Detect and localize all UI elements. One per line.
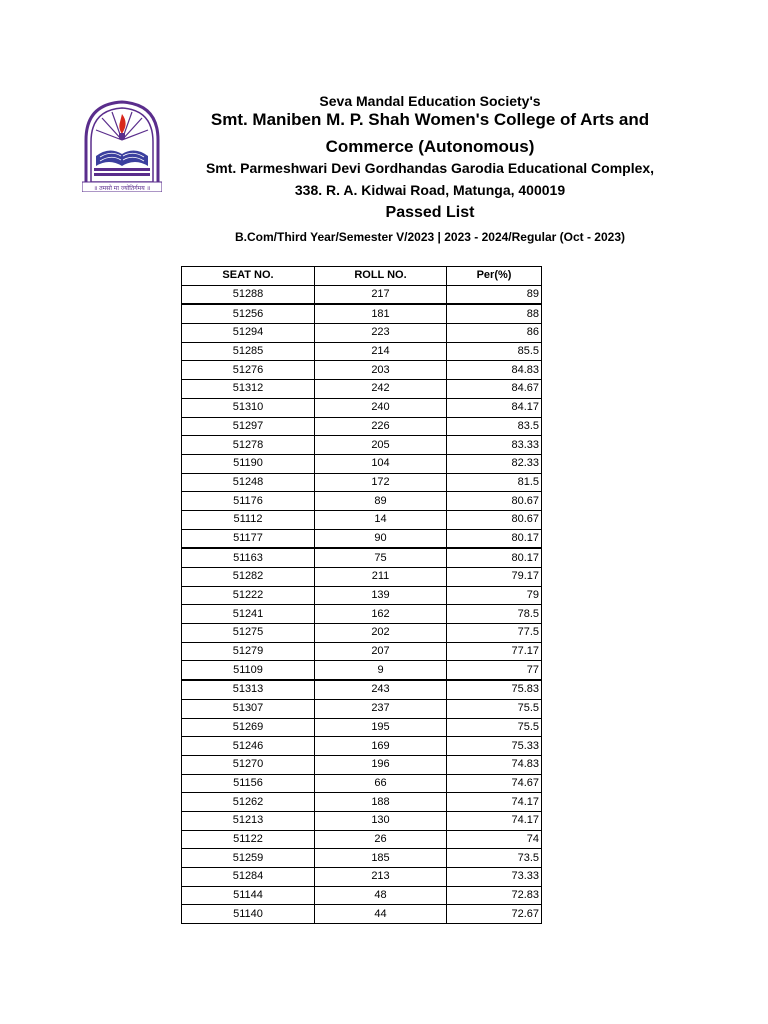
- seat-no-cell: 51190: [182, 454, 315, 473]
- table-row: [182, 737, 542, 756]
- roll-no-cell: 44: [315, 905, 447, 924]
- percentage-cell: 83.5: [447, 417, 542, 436]
- roll-no-cell: 196: [315, 755, 447, 774]
- percentage-cell: 79.17: [447, 568, 542, 587]
- society-name: Seva Mandal Education Society's: [319, 93, 541, 109]
- table-row: [182, 398, 542, 417]
- seat-no-cell: 51313: [182, 680, 315, 699]
- roll-no-cell: 75: [315, 548, 447, 567]
- percentage-cell: 72.67: [447, 905, 542, 924]
- table-row: [182, 568, 542, 587]
- seat-no-cell: 51294: [182, 324, 315, 343]
- percentage-cell: 74.67: [447, 774, 542, 793]
- seat-no-cell: 51246: [182, 737, 315, 756]
- roll-no-cell: 242: [315, 380, 447, 399]
- roll-no-cell: 169: [315, 737, 447, 756]
- percentage-cell: 74: [447, 830, 542, 849]
- roll-no-cell: 14: [315, 510, 447, 529]
- table-row: [182, 510, 542, 529]
- percentage-cell: 86: [447, 324, 542, 343]
- percentage-cell: 80.17: [447, 548, 542, 567]
- seat-no-cell: 51222: [182, 586, 315, 605]
- percentage-cell: 78.5: [447, 605, 542, 624]
- percentage-cell: 74.83: [447, 755, 542, 774]
- seat-no-cell: 51122: [182, 830, 315, 849]
- percentage-cell: 80.17: [447, 529, 542, 548]
- table-row: [182, 492, 542, 511]
- roll-no-cell: 207: [315, 642, 447, 661]
- roll-no-cell: 89: [315, 492, 447, 511]
- roll-no-cell: 237: [315, 699, 447, 718]
- list-title: Passed List: [385, 204, 475, 221]
- seat-no-cell: 51310: [182, 398, 315, 417]
- seat-no-cell: 51156: [182, 774, 315, 793]
- table-row: [182, 661, 542, 680]
- table-row: [182, 718, 542, 737]
- percentage-cell: 89: [447, 285, 542, 304]
- seat-no-cell: 51213: [182, 811, 315, 830]
- percentage-cell: 77.17: [447, 642, 542, 661]
- roll-no-cell: 243: [315, 680, 447, 699]
- seat-no-cell: 51285: [182, 342, 315, 361]
- seat-no-cell: 51269: [182, 718, 315, 737]
- roll-no-cell: 202: [315, 624, 447, 643]
- percentage-cell: 72.83: [447, 886, 542, 905]
- percentage-cell: 77: [447, 661, 542, 680]
- table-body: [182, 285, 542, 923]
- percentage-cell: 80.67: [447, 492, 542, 511]
- table-header-row: [182, 267, 542, 286]
- table-row: [182, 830, 542, 849]
- roll-no-cell: 139: [315, 586, 447, 605]
- table-row: [182, 285, 542, 304]
- roll-no-cell: 223: [315, 324, 447, 343]
- roll-no-cell: 214: [315, 342, 447, 361]
- table-row: [182, 774, 542, 793]
- seat-no-cell: 51109: [182, 661, 315, 680]
- roll-no-cell: 90: [315, 529, 447, 548]
- percentage-cell: 75.83: [447, 680, 542, 699]
- roll-no-cell: 188: [315, 793, 447, 812]
- seat-no-cell: 51140: [182, 905, 315, 924]
- table-row: [182, 624, 542, 643]
- roll-no-cell: 205: [315, 436, 447, 455]
- percentage-cell: 77.5: [447, 624, 542, 643]
- column-header-seat-no: SEAT NO.: [182, 267, 315, 286]
- table-row: [182, 361, 542, 380]
- roll-no-cell: 203: [315, 361, 447, 380]
- seat-no-cell: 51248: [182, 473, 315, 492]
- college-name-line2: Commerce (Autonomous): [325, 137, 535, 156]
- roll-no-cell: 226: [315, 417, 447, 436]
- college-address: 338. R. A. Kidwai Road, Matunga, 400019: [294, 182, 566, 198]
- roll-no-cell: 66: [315, 774, 447, 793]
- table-row: [182, 324, 542, 343]
- percentage-cell: 73.5: [447, 849, 542, 868]
- seat-no-cell: 51288: [182, 285, 315, 304]
- table-row: [182, 436, 542, 455]
- roll-no-cell: 195: [315, 718, 447, 737]
- table-row: [182, 905, 542, 924]
- table-row: [182, 886, 542, 905]
- seat-no-cell: 51307: [182, 699, 315, 718]
- percentage-cell: 84.67: [447, 380, 542, 399]
- percentage-cell: 74.17: [447, 811, 542, 830]
- table-row: [182, 473, 542, 492]
- percentage-cell: 79: [447, 586, 542, 605]
- college-logo: [82, 100, 162, 192]
- roll-no-cell: 172: [315, 473, 447, 492]
- table-row: [182, 529, 542, 548]
- table-row: [182, 605, 542, 624]
- complex-name: Smt. Parmeshwari Devi Gordhandas Garodia Educational Complex,: [205, 160, 655, 176]
- seat-no-cell: 51279: [182, 642, 315, 661]
- percentage-cell: 80.67: [447, 510, 542, 529]
- seat-no-cell: 51163: [182, 548, 315, 567]
- percentage-cell: 83.33: [447, 436, 542, 455]
- roll-no-cell: 104: [315, 454, 447, 473]
- table-row: [182, 586, 542, 605]
- roll-no-cell: 48: [315, 886, 447, 905]
- logo-motto: ॥ तमसो मा ज्योतिर्गमय ॥: [93, 185, 151, 192]
- table-row: [182, 680, 542, 699]
- table-row: [182, 304, 542, 323]
- roll-no-cell: 181: [315, 304, 447, 323]
- percentage-cell: 85.5: [447, 342, 542, 361]
- seat-no-cell: 51177: [182, 529, 315, 548]
- percentage-cell: 75.33: [447, 737, 542, 756]
- table-row: [182, 849, 542, 868]
- table-row: [182, 380, 542, 399]
- table-row: [182, 755, 542, 774]
- table-row: [182, 642, 542, 661]
- seat-no-cell: 51256: [182, 304, 315, 323]
- roll-no-cell: 213: [315, 868, 447, 887]
- passed-list-table: [181, 266, 542, 924]
- roll-no-cell: 217: [315, 285, 447, 304]
- seat-no-cell: 51276: [182, 361, 315, 380]
- table-row: [182, 417, 542, 436]
- seat-no-cell: 51112: [182, 510, 315, 529]
- seat-no-cell: 51176: [182, 492, 315, 511]
- seat-no-cell: 51312: [182, 380, 315, 399]
- roll-no-cell: 185: [315, 849, 447, 868]
- seat-no-cell: 51241: [182, 605, 315, 624]
- seat-no-cell: 51282: [182, 568, 315, 587]
- roll-no-cell: 162: [315, 605, 447, 624]
- table-row: [182, 793, 542, 812]
- seat-no-cell: 51284: [182, 868, 315, 887]
- column-header-percentage: Per(%): [447, 267, 542, 286]
- roll-no-cell: 240: [315, 398, 447, 417]
- seat-no-cell: 51262: [182, 793, 315, 812]
- roll-no-cell: 211: [315, 568, 447, 587]
- seat-no-cell: 51297: [182, 417, 315, 436]
- table-row: [182, 454, 542, 473]
- percentage-cell: 75.5: [447, 699, 542, 718]
- column-header-roll-no: ROLL NO.: [315, 267, 447, 286]
- percentage-cell: 74.17: [447, 793, 542, 812]
- percentage-cell: 81.5: [447, 473, 542, 492]
- roll-no-cell: 130: [315, 811, 447, 830]
- seat-no-cell: 51275: [182, 624, 315, 643]
- percentage-cell: 75.5: [447, 718, 542, 737]
- seat-no-cell: 51270: [182, 755, 315, 774]
- table-row: [182, 868, 542, 887]
- percentage-cell: 84.83: [447, 361, 542, 380]
- table-row: [182, 342, 542, 361]
- table-row: [182, 548, 542, 567]
- percentage-cell: 88: [447, 304, 542, 323]
- course-details: B.Com/Third Year/Semester V/2023 | 2023 - 2024/Regular (Oct - 2023): [235, 230, 625, 244]
- percentage-cell: 82.33: [447, 454, 542, 473]
- table-row: [182, 811, 542, 830]
- table-row: [182, 699, 542, 718]
- percentage-cell: 84.17: [447, 398, 542, 417]
- roll-no-cell: 9: [315, 661, 447, 680]
- roll-no-cell: 26: [315, 830, 447, 849]
- seat-no-cell: 51144: [182, 886, 315, 905]
- seat-no-cell: 51278: [182, 436, 315, 455]
- seat-no-cell: 51259: [182, 849, 315, 868]
- college-name-line1: Smt. Maniben M. P. Shah Women's College of Arts and: [210, 110, 650, 129]
- percentage-cell: 73.33: [447, 868, 542, 887]
